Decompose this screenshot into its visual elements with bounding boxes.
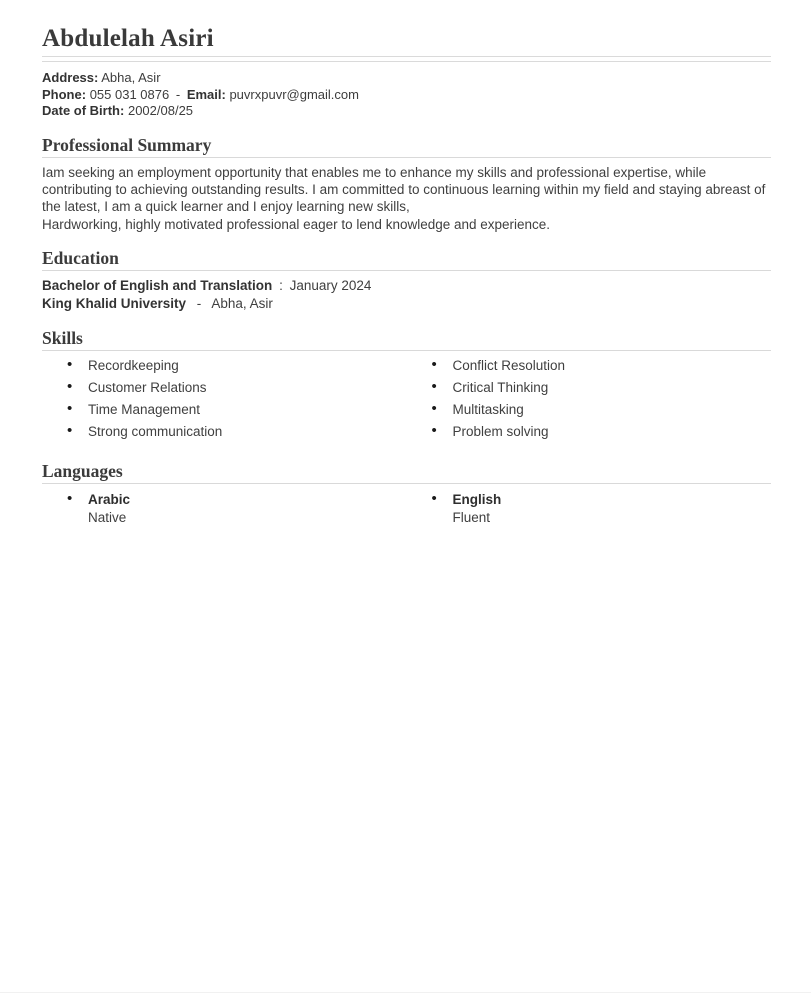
language-name: • Arabic [88, 492, 131, 508]
skills-column-2 [407, 358, 772, 446]
skills-grid [42, 358, 771, 446]
contact-dob-line [42, 103, 771, 120]
school-location: Abha, Asir [211, 296, 273, 312]
page-title: Abdulelah Asiri [42, 25, 214, 52]
section-title-summary: Professional Summary [42, 135, 771, 158]
school-separator: - [196, 296, 202, 312]
degree-name: Bachelor of English and Translation [42, 278, 273, 294]
education-entry [42, 277, 771, 313]
skill-item: • Customer Relations [42, 380, 407, 395]
section-title-languages: Languages [42, 461, 771, 484]
dob-value: 2002/08/25 [127, 103, 194, 118]
contact-info [42, 70, 771, 120]
contact-address-line [42, 70, 771, 87]
skills-column-1 [42, 358, 407, 446]
address-label: Address: [42, 70, 99, 85]
languages-grid [42, 491, 771, 526]
language-level: Fluent [452, 509, 491, 525]
language-item [42, 491, 407, 526]
summary-text-2: Hardworking, highly motivated professional eager to lend knowledge and experience. [42, 216, 551, 232]
summary-paragraph [42, 164, 771, 234]
school-name: King Khalid University [42, 296, 187, 312]
skill-item: • Conflict Resolution [407, 358, 772, 373]
section-title-education: Education [42, 248, 771, 271]
skill-item: • Problem solving [407, 424, 772, 439]
language-level: Native [88, 509, 127, 525]
skill-item: • Multitasking [407, 402, 772, 417]
language-name: • English [452, 492, 502, 508]
phone-label: Phone: [42, 86, 87, 102]
phone-value: 055 031 0876 [89, 86, 170, 102]
section-title-skills: Skills [42, 328, 771, 351]
language-item [407, 491, 772, 526]
skill-item: • Recordkeeping [42, 358, 407, 373]
skill-item: • Critical Thinking [407, 380, 772, 395]
degree-date: January 2024 [289, 278, 372, 294]
summary-text-1: Iam seeking an employment opportunity that enables me to enhance my skills and professional expertise, while contributing to achieving outstanding results. I am committed to continuous learning within my field and staying abreast of the latest, I am a quick learner and I enjoy learning new skills, [42, 164, 766, 215]
email-label: Email: [186, 86, 226, 102]
skill-item: • Time Management [42, 402, 407, 417]
skill-item: • Strong communication [42, 424, 407, 439]
contact-separator: - [175, 86, 181, 102]
email-value: puvrxpuvr@gmail.com [229, 86, 359, 102]
education-degree-line [42, 277, 771, 295]
dob-label: Date of Birth: [42, 103, 125, 118]
education-school-line [42, 295, 771, 313]
page-bottom-divider [0, 992, 811, 993]
contact-phone-email-line [42, 87, 771, 104]
name-divider [42, 56, 771, 62]
address-value: Abha, Asir [101, 70, 161, 85]
degree-separator: : [279, 278, 283, 294]
